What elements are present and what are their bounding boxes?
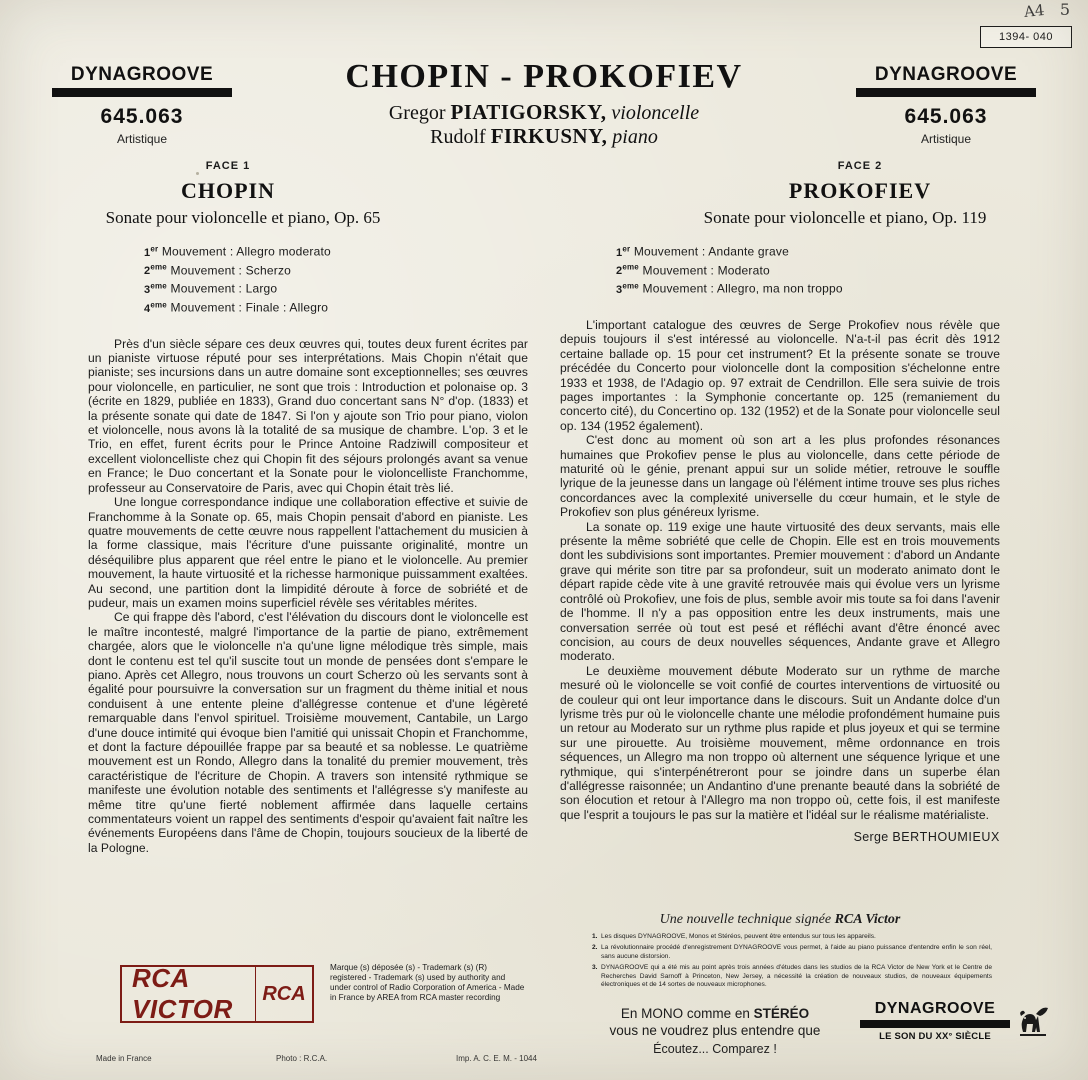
movement-label: Mouvement : Scherzo — [170, 263, 292, 278]
dynagroove-footer-bar — [860, 1020, 1010, 1028]
movement-item — [144, 244, 528, 259]
movement-ordinal: 3eme — [616, 281, 639, 296]
technology-point — [592, 933, 992, 941]
handwritten-note-2: 5 — [1059, 0, 1070, 19]
side-b-work-title: Sonate pour violoncelle et piano, Op. 119 — [703, 208, 987, 227]
side-a-work-title: Sonate pour violoncelle et piano, Op. 65 — [105, 208, 381, 227]
performer-cellist-lastname: PIATIGORSKY, — [450, 100, 607, 124]
movement-ordinal: 1er — [144, 244, 159, 259]
mono-stereo-line-1 — [600, 1005, 830, 1022]
side-a-notes — [88, 337, 528, 856]
movement-label: Mouvement : Andante grave — [633, 244, 789, 259]
catalog-stamp: 1394- 040 — [980, 26, 1072, 48]
printer-credit: Imp. A. C. E. M. - 1044 — [456, 1054, 537, 1063]
series-label-left: Artistique — [116, 132, 168, 146]
side-a-column — [88, 160, 528, 855]
made-in-label: Made in France — [96, 1054, 152, 1063]
performer-pianist-instrument: piano — [612, 126, 658, 148]
performer-pianist-lastname: FIRKUSNY, — [490, 124, 608, 148]
signature-firstname: Serge — [853, 830, 889, 845]
technology-point-number: 2. — [592, 944, 598, 952]
movement-item — [616, 281, 1000, 296]
movement-item — [144, 263, 528, 278]
technology-points — [592, 933, 992, 992]
album-title: CHOPIN - PROKOFIEV — [345, 58, 743, 95]
nipper-dog-gramophone-icon — [1012, 1000, 1054, 1042]
movement-item — [144, 300, 528, 315]
technology-point-text: DYNAGROOVE qui a été mis au point après trois années d'études dans les studios de la RCA Victor de New York et le Centre de Recherches David Sarnoff à Princeton, New Jersey, a nécessité la création de nouveaux studios, de nouveaux équipements électroniques et de 14 sortes de nouveaux microphones. — [601, 964, 992, 989]
paragraph: Près d'un siècle sépare ces deux œuvres qui, toutes deux furent écrites par un pianiste virtuose réputé pour ses interprétations. Mais Chopin n'était que pianiste; ses incursions dans un autre domaine sont exceptionnelles; ses œuvres pour violoncelle, en particulier, ne sont que trois : Introduction et polonaise op. 3 (écrite en 1829, publiée en 1833), Grand duo concertant sans N° d'op. (1833) et la présente sonate qui date de 1847. Si l'on y ajoute son Trio pour piano, violon et violoncelle, nous avons là la totalité de sa musique de chambre. L'op. 3 et le Trio, en effet, furent écrits pour le Prince Antoine Radziwill compositeur et excellent violoncelliste chez qui Chopin fit des séjours prolongés avant sa venue en France; le Duo concertant et la Sonate pour le violoncelliste Franchomme, professeur au Conservatoire de Paris, avec qui Chopin était très lié. — [88, 336, 528, 495]
performer-cellist — [0, 100, 1088, 125]
catalog-number-right: 645.063 — [904, 105, 988, 128]
dynagroove-brand-left: DYNAGROOVE — [70, 64, 214, 85]
movement-ordinal: 2eme — [616, 262, 639, 278]
technology-point — [592, 964, 992, 989]
print-credits — [96, 1054, 856, 1063]
side-b-notes — [560, 318, 1000, 822]
paragraph: Ce qui frappe dès l'abord, c'est l'élévation du discours dont le violoncelle est le maître incontesté, malgré l'importance de la partie de piano, extrêmement chargée, alors que le violoncelle n'a qu'une ligne mélodique très simple, mais dont le contenu est tel qu'il suscite tout un monde de pensées dont s'empare le piano. Après cet Allegro, nous trouvons un court Scherzo où les servants sont à égalité pour poursuivre la conversation sur un fragment du thème initial et nous conduisent à une entente pleine d'allégresse contenue et d'une légèreté remarquable dans l'envol spirituel. Troisième mouvement, Cantabile, un Largo d'une douce intimité qui évoque bien l'amitié qui unissait Chopin et Franchomme, et dont la facture dépouillée frappe par sa beauté et sa noblesse. Le quatrième mouvement est un Rondo, Allegro dans la tonalité du premier mouvement, très caractéristique de l'écriture de Chopin. A travers son intensité rythmique se manifeste une évolution notable des sentiments et l'allégresse s'y manifeste au même titre qu'une fierté noblement affirmée dans laquelle certains commentateurs voient un rappel des sentiments d'espoir qu'avaient fait naître les événements Européens dans l'âme de Chopin, toujours soucieux de la liberté de la Pologne. — [88, 610, 528, 855]
movement-ordinal: 4eme — [144, 299, 167, 315]
technology-headline-prefix: Une nouvelle technique signée — [659, 912, 832, 927]
side-b-column — [560, 160, 1000, 844]
photo-credit: Photo : R.C.A. — [276, 1054, 328, 1063]
performer-pianist — [0, 124, 1088, 149]
signature-lastname: BERTHOUMIEUX — [892, 830, 1000, 845]
side-b-movement-list — [616, 244, 1000, 296]
stereo-word: STÉRÉO — [753, 1006, 810, 1021]
performer-pianist-firstname: Rudolf — [430, 126, 486, 148]
rca-victor-logo — [120, 965, 314, 1023]
listen-compare-tagline: Écoutez... Comparez ! — [653, 1042, 777, 1056]
movement-ordinal: 3eme — [144, 281, 167, 296]
liner-notes-columns — [0, 160, 1088, 950]
technology-point — [592, 944, 992, 961]
paragraph: L'important catalogue des œuvres de Serge Prokofiev nous révèle que depuis toujours il s'est intéressé au violoncelle. N'a-t-il pas écrit dès 1912 certaine ballade op. 15 pour cet instrument? Et la présente sonate se trouve précédée du Concerto pour violoncelle dont la composition s'échelonne entre 1933 et 1938, de l'Adagio op. 97 extrait de Cendrillon. Elle sera suivie de trois pages importantes : la Symphonie concertante op. 125 (remaniement du concerto cité), du Concertino op. 132 (1952) et de la Sonate pour violoncelle seul op. 134 (1952 également). — [560, 317, 1000, 433]
paragraph: Le deuxième mouvement débute Moderato sur un rythme de marche mesuré où le violoncelle se voit confié de courtes interventions de virtuosité ou de couleur qui ont leur importance dans le discours. Suit un Andante dolce d'un lyrisme très pur où le violoncelle chante une mélodie profondément humaine puis un retour au Moderato sur un rythme plus rapide et plus joyeux et qui se termine sur une pirouette. Au troisième mouvement, même ordonnance en trois séquences, un Allegro ma non troppo où alternent une séquence lyrique et une rythmique, qui s'interpénétreront pour se joindre dans un superbe élan d'allégresse raisonnée; un Andantino d'une prenante beauté dans la sobriété de son élocution et retour à l'Allegro ma non troppo où, cette fois, il est manifeste que l'esprit a toujours le pas sur la matière et l'idéal sur le réalisme matérialiste. — [560, 663, 1000, 822]
dynagroove-brand-right: DYNAGROOVE — [874, 64, 1018, 85]
technology-point-number: 3. — [592, 964, 598, 972]
movement-label: Mouvement : Allegro, ma non troppo — [642, 281, 843, 296]
dynagroove-footer-brand: DYNAGROOVE — [874, 1000, 996, 1017]
mono-stereo-prefix: En MONO comme en — [620, 1006, 750, 1021]
series-label-right: Artistique — [920, 132, 972, 146]
paragraph: C'est donc au moment où son art a les plus profondes résonances humaines que Prokofiev pense le plus au violoncelle, dans cette période de maturité où le génie, prenant appui sur un solide métier, retrouve le souffle lyrique de la jeunesse dans un langage où l'élément intime trouve ses plus riches concordances avec la complexité universelle du cœur humain, et le style de Prokofiev son plus généreux lyrisme. — [560, 433, 1000, 520]
paragraph: La sonate op. 119 exige une haute virtuosité des deux servants, mais elle présente la même sobriété que celle de Chopin. Elle est en trois mouvements dont les subdivisions sont importantes. Premier mouvement : d'abord un Andante grave qui mérite son titre par sa profondeur, suit un moderato animato dont le départ rapide cède vite à une gravité retrouvée mais qui évolue vers un lyrisme contrôlé où Prokofiev, une fois de plus, semble avoir mis toute sa foi dans l'avenir de l'homme. Il n'y a pas opposition entre les deux instruments, mais une conversation serrée où tout est pesé et réfléchi avant d'être énoncé avec concision, au cours de deux nouvelles séquences, Andante grave et Allegro moderato. — [560, 519, 1000, 664]
movement-item — [616, 263, 1000, 278]
side-a-movement-list — [144, 244, 528, 315]
side-a-composer: CHOPIN — [181, 178, 275, 203]
rca-victor-wordmark: RCA VICTOR — [132, 963, 233, 1024]
mono-stereo-line-2: vous ne voudrez plus entendre que — [609, 1023, 821, 1038]
movement-label: Mouvement : Allegro moderato — [161, 244, 331, 259]
performer-cellist-instrument: violoncelle — [611, 102, 700, 124]
technology-headline-brand: RCA Victor — [834, 912, 901, 927]
handwritten-note-1: A4 — [1022, 0, 1045, 22]
notes-signature — [560, 830, 1000, 844]
movement-ordinal: 1er — [616, 244, 631, 259]
movement-label: Mouvement : Largo — [170, 281, 278, 296]
technology-point-text: Les disques DYNAGROOVE, Monos et Stéréos, peuvent être entendus sur tous les appareils. — [601, 933, 876, 940]
side-a-face-label: FACE 1 — [205, 160, 251, 172]
movement-label: Mouvement : Moderato — [642, 263, 770, 278]
rca-wordmark: RCA — [262, 982, 306, 1005]
technology-headline — [560, 912, 1000, 928]
movement-label: Mouvement : Finale : Allegro — [170, 300, 329, 315]
side-b-face-label: FACE 2 — [837, 160, 883, 172]
performer-cellist-firstname: Gregor — [388, 102, 446, 124]
movement-item — [616, 244, 1000, 259]
movement-item — [144, 281, 528, 296]
trademark-notice: Marque (s) déposée (s) - Trademark (s) (R) registered - Trademark (s) used by authority and under control of Radio Corporation of America - Made in France by AREA from RCA master recording — [330, 963, 525, 1002]
technology-point-number: 1. — [592, 933, 598, 940]
dynagroove-footer-logo — [860, 1000, 1010, 1042]
dynagroove-footer-slogan: LE SON DU XX° SIÈCLE — [879, 1031, 991, 1042]
technology-point-text: La révolutionnaire procédé d'enregistrement DYNAGROOVE vous permet, à l'aide au piano puissance d'entendre enfin le son réel, sans aucune distorsion. — [601, 944, 992, 960]
paragraph: Une longue correspondance indique une collaboration effective et suivie de Franchomme à la Sonate op. 65, mais Chopin pensait d'abord en pianiste. Les quatre mouvements de cette œuvre nous rappellent l'attachement du musicien à la forme classique, mais l'écriture d'une puissante originalité, montre un déséquilibre plus apparent que réel entre le piano et le violoncelle. Au premier mouvement, la haute virtuosité et la richesse harmonique puissamment exaltées. Au second, une partition dont la limpidité déroute à force de sobriété et de pudeur, mais un examen moins superficiel révèle ses véritables mérites. — [88, 495, 528, 610]
mono-stereo-statement — [600, 1005, 830, 1039]
side-b-composer: PROKOFIEV — [788, 178, 932, 203]
catalog-number-left: 645.063 — [100, 105, 184, 128]
movement-ordinal: 2eme — [144, 262, 167, 278]
